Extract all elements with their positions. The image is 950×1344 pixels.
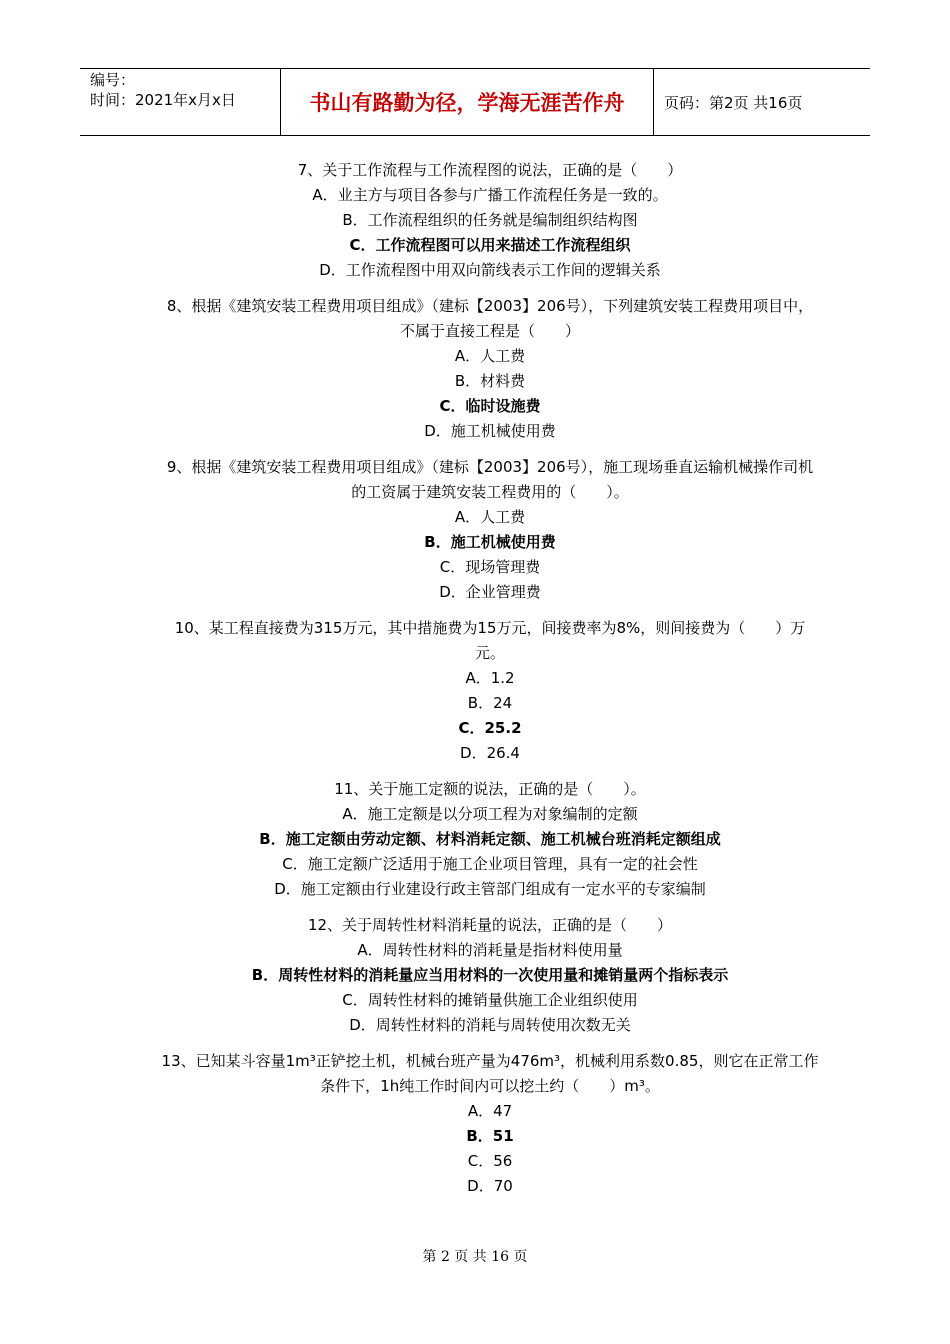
option-c: C．施工定额广泛适用于施工企业项目管理，具有一定的社会性: [282, 855, 698, 873]
option-c-correct: C．临时设施费: [439, 397, 541, 415]
question-stem: 8、根据《建筑安装工程费用项目组成》（建标【2003】206号），下列建筑安装工程费用项目中，不属于直接工程是（ ）: [166, 297, 814, 340]
option-c: C．周转性材料的摊销量供施工企业组织使用: [342, 991, 638, 1009]
option-d: D．企业管理费: [439, 583, 541, 601]
option-b: B．工作流程组织的任务就是编制组织结构图: [342, 211, 638, 229]
option-a: A．1.2: [465, 669, 515, 687]
question-stem: 13、已知某斗容量1m³正铲挖土机，机械台班产量为476m³，机械利用系数0.85，则它在正常工作条件下，1h纯工作时间内可以挖土约（ ）m³。: [161, 1052, 819, 1095]
option-c-correct: C．工作流程图可以用来描述工作流程组织: [349, 236, 631, 254]
question-stem: 11、关于施工定额的说法，正确的是（ ）。: [334, 780, 646, 798]
document-number-label: 编号：: [90, 71, 136, 89]
option-c-correct: C．25.2: [458, 719, 522, 737]
question-11: [150, 777, 830, 902]
header-page-info: 页码：第2页 共16页: [664, 93, 803, 112]
question-8: [150, 294, 830, 444]
option-b: B．24: [467, 694, 513, 712]
option-b: B．材料费: [454, 372, 526, 390]
option-b-correct: B．施工机械使用费: [424, 533, 556, 551]
question-stem: 10、某工程直接费为315万元，其中措施费为15万元，间接费率为8%，则间接费为（ ）万元。: [174, 619, 806, 662]
option-b-correct: B．施工定额由劳动定额、材料消耗定额、施工机械台班消耗定额组成: [259, 830, 721, 848]
option-a: A．人工费: [454, 508, 526, 526]
option-b-correct: B．51: [466, 1127, 514, 1145]
page-header: [80, 68, 870, 136]
option-a: A．人工费: [454, 347, 526, 365]
option-d: D．施工机械使用费: [424, 422, 556, 440]
question-stem: 7、关于工作流程与工作流程图的说法，正确的是（ ）: [297, 161, 683, 179]
question-13: [150, 1049, 830, 1199]
question-12: [150, 913, 830, 1038]
option-d: D．26.4: [460, 744, 520, 762]
option-d: D．施工定额由行业建设行政主管部门组成有一定水平的专家编制: [274, 880, 706, 898]
option-d: D．周转性材料的消耗与周转使用次数无关: [349, 1016, 631, 1034]
option-a: A．47: [467, 1102, 513, 1120]
option-a: A．施工定额是以分项工程为对象编制的定额: [342, 805, 638, 823]
option-d: D．70: [467, 1177, 513, 1195]
header-meta: [80, 69, 281, 135]
option-d: D．工作流程图中用双向箭线表示工作间的逻辑关系: [319, 261, 661, 279]
header-motto: 书山有路勤为径，学海无涯苦作舟: [281, 69, 654, 135]
question-list: [150, 158, 830, 1210]
page-footer: 第 2 页 共 16 页: [422, 1249, 528, 1265]
option-b-correct: B．周转性材料的消耗量应当用材料的一次使用量和摊销量两个指标表示: [251, 966, 729, 984]
option-c: C．56: [467, 1152, 513, 1170]
question-stem: 12、关于周转性材料消耗量的说法，正确的是（ ）: [307, 916, 673, 934]
option-c: C．现场管理费: [439, 558, 541, 576]
document-time-label: 时间：2021年x月x日: [90, 91, 236, 109]
question-stem: 9、根据《建筑安装工程费用项目组成》（建标【2003】206号），施工现场垂直运输机械操作司机的工资属于建筑安装工程费用的（ ）。: [166, 458, 814, 501]
question-7: [150, 158, 830, 283]
option-a: A．周转性材料的消耗量是指材料使用量: [357, 941, 623, 959]
question-10: [150, 616, 830, 766]
option-a: A．业主方与项目各参与广播工作流程任务是一致的。: [312, 186, 668, 204]
question-9: [150, 455, 830, 605]
